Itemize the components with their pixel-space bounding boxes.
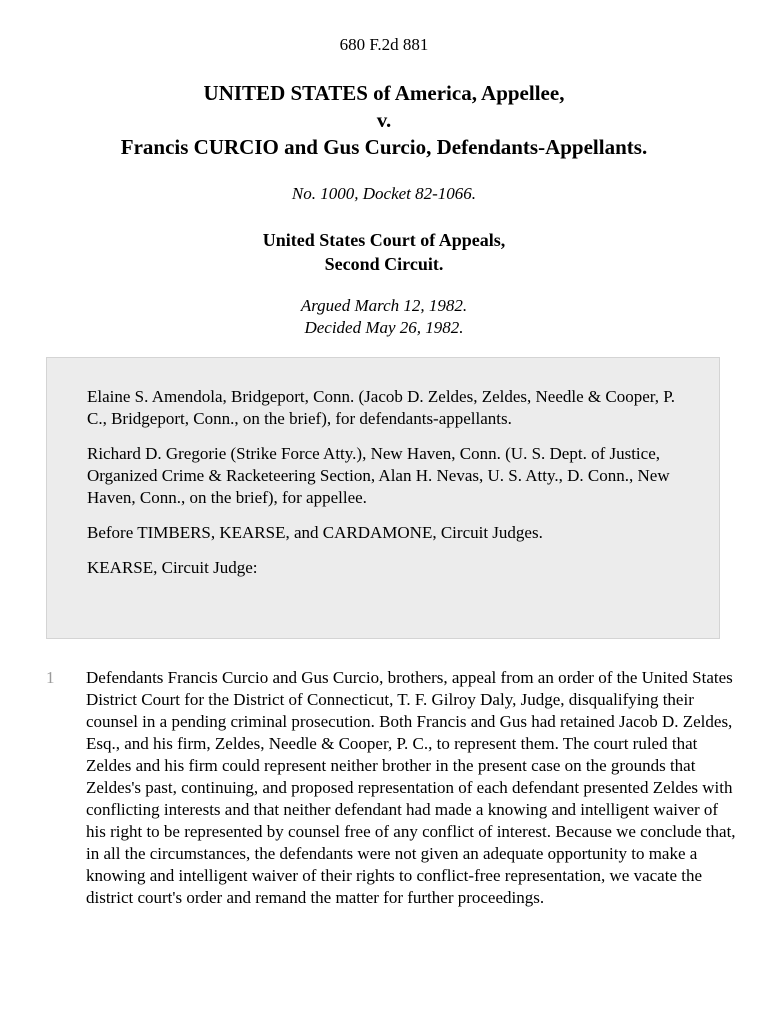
docket-number: No. 1000, Docket 82-1066. — [291, 184, 477, 203]
decided-date: Decided May 26, 1982. — [304, 318, 464, 337]
court-name-line-1: United States Court of Appeals, — [262, 230, 506, 250]
caption-appellee: UNITED STATES of America, Appellee, — [203, 81, 565, 105]
counsel-panel — [46, 357, 720, 639]
defense-counsel: Elaine S. Amendola, Bridgeport, Conn. (Jacob D. Zeldes, Zeldes, Needle & Cooper, P. C., Bridgeport, Conn., on the brief), for defendants-appellants. — [87, 387, 676, 428]
case-caption — [0, 80, 768, 161]
opinion-author: KEARSE, Circuit Judge: — [87, 558, 258, 577]
paragraph-text: Defendants Francis Curcio and Gus Curcio, brothers, appeal from an order of the United States District Court for the District of Connecticut, T. F. Gilroy Daly, Judge, disqualifying their counsel in a pending criminal prosecution. Both Francis and Gus had retained Jacob D. Zeldes, Esq., and his firm, Zeldes, Needle & Cooper, P. C., to represent them. The court ruled that Zeldes and his firm could represent neither brother in the present case on the grounds that Zeldes's past, continuing, and proposed representation of each defendant presented Zeldes with conflicting interests and that neither defendant had made a knowing and intelligent waiver of his right to be represented by counsel free of any conflict of interest. Because we conclude that, in all the circumstances, the defendants were not given an adequate opportunity to make a knowing and intelligent waiver of their rights to conflict-free representation, we vacate the district court's order and remand the matter for further proceedings. — [86, 668, 736, 907]
government-counsel: Richard D. Gregorie (Strike Force Atty.), New Haven, Conn. (U. S. Dept. of Justice, Organized Crime & Racketeering Section, Alan H. Nevas, U. S. Atty., D. Conn., New Haven, Conn., on the brief), for appellee. — [87, 444, 670, 507]
caption-versus: v. — [376, 108, 392, 132]
case-citation: 680 F.2d 881 — [339, 35, 429, 54]
paragraph-number: 1 — [46, 668, 55, 687]
court-name-line-2: Second Circuit. — [324, 254, 444, 274]
case-dates — [0, 295, 768, 339]
opinion-paragraph — [46, 667, 736, 909]
argued-date: Argued March 12, 1982. — [300, 296, 468, 315]
caption-appellants: Francis CURCIO and Gus Curcio, Defendants-Appellants. — [120, 135, 648, 159]
court-name — [0, 228, 768, 276]
judges-panel: Before TIMBERS, KEARSE, and CARDAMONE, Circuit Judges. — [87, 523, 543, 542]
